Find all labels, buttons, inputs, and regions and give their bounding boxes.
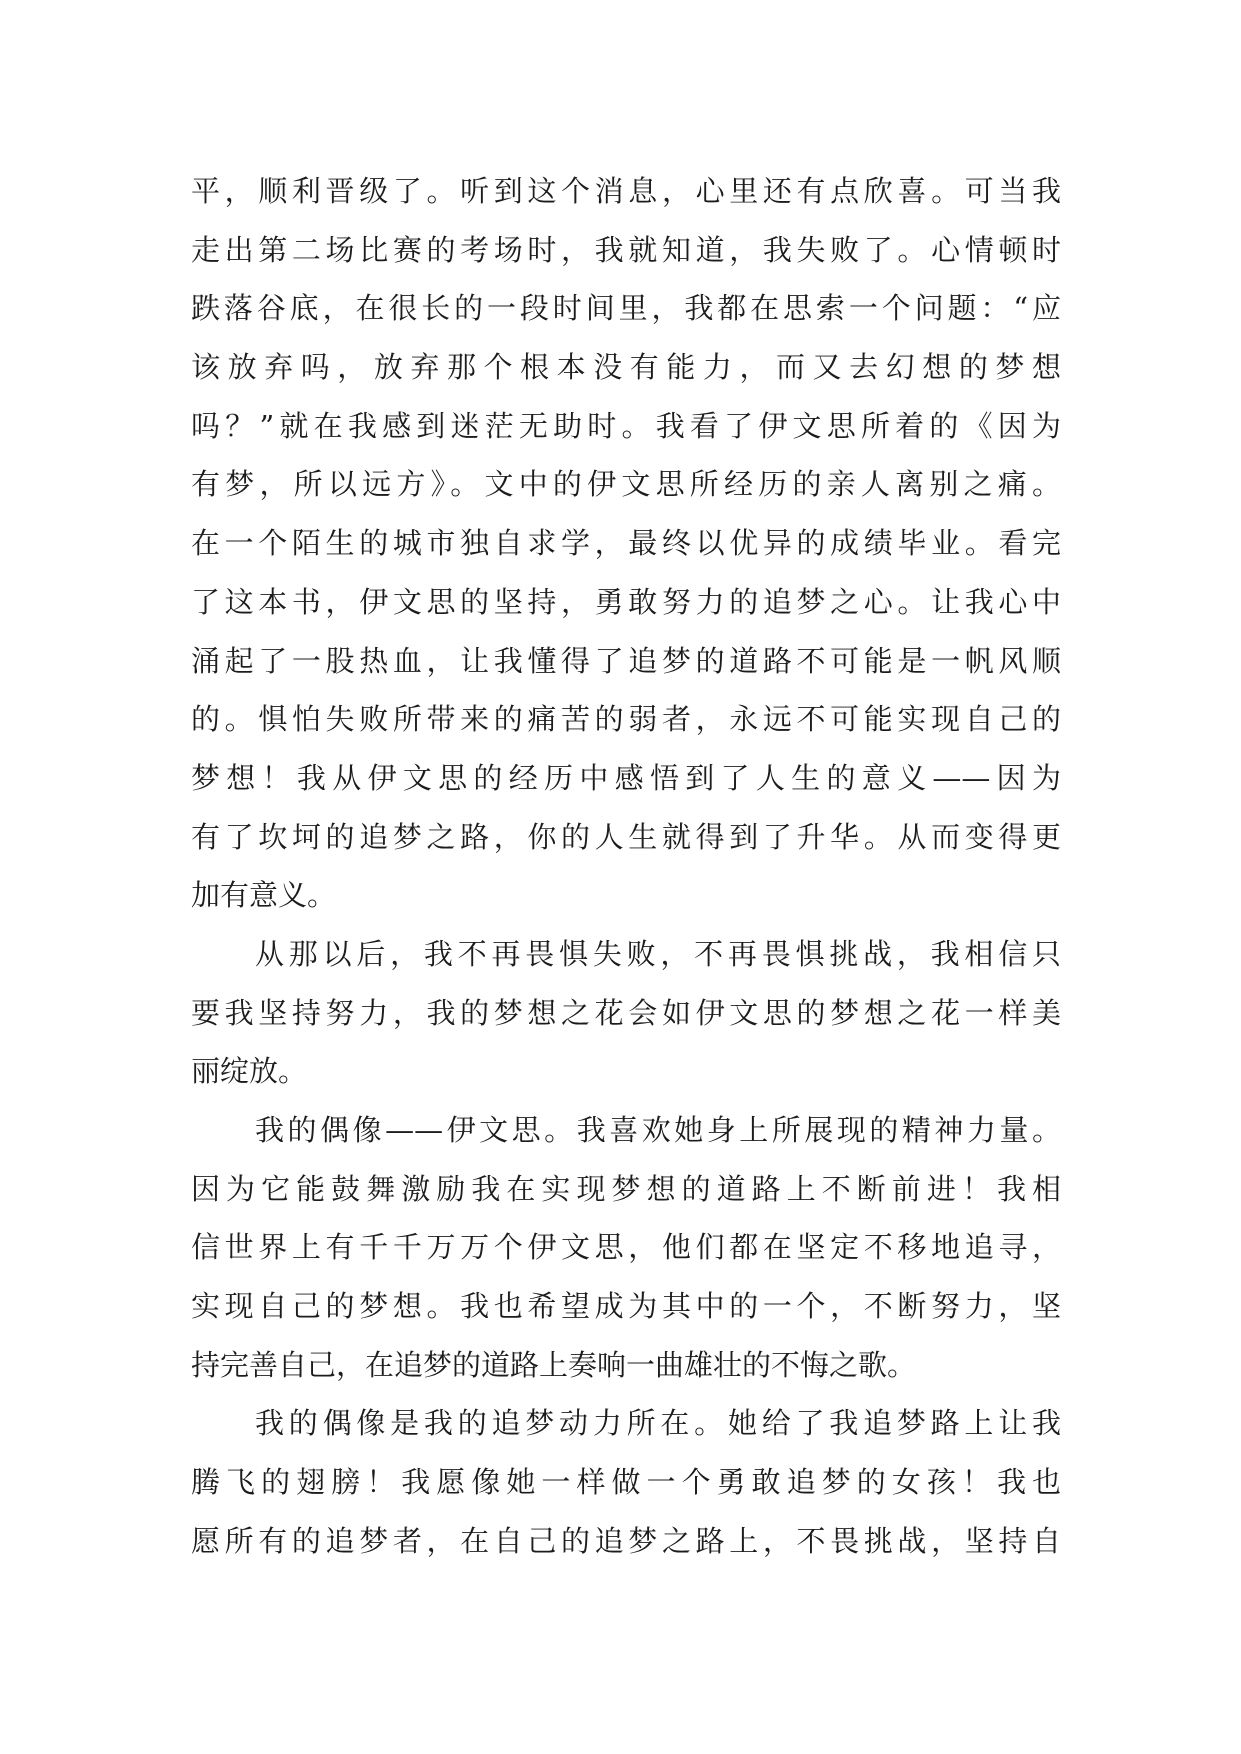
text-line: 涌起了一股热血，让我懂得了追梦的道路不可能是一帆风顺 [191,643,1061,678]
text-line: 平，顺利晋级了。听到这个消息，心里还有点欣喜。可当我 [191,174,1061,208]
text-line: 跌落谷底，在很长的一段时间里，我都在思索一个问题：“应 [191,291,1061,326]
text-line: 我的偶像——伊文思。我喜欢她身上所展现的精神力量。 [255,1113,1061,1147]
text-line: 要我坚持努力，我的梦想之花会如伊文思的梦想之花一样美 [191,995,1061,1030]
text-line: 从那以后，我不再畏惧失败，不再畏惧挑战，我相信只 [255,936,1061,971]
text-line: 实现自己的梦想。我也希望成为其中的一个，不断努力，坚 [191,1289,1061,1324]
text-line: 因为它能鼓舞激励我在实现梦想的道路上不断前进！我相 [191,1171,1061,1206]
text-line: 了这本书，伊文思的坚持，勇敢努力的追梦之心。让我心中 [191,584,1061,619]
text-line: 吗？”就在我感到迷茫无助时。我看了伊文思所着的《因为 [191,408,1061,443]
text-line: 有梦，所以远方》。文中的伊文思所经历的亲人离别之痛。 [191,467,1061,502]
text-line: 我的偶像是我的追梦动力所在。她给了我追梦路上让我 [255,1406,1061,1441]
text-line: 信世界上有千千万万个伊文思，他们都在坚定不移地追寻， [191,1230,1061,1265]
text-line: 有了坎坷的追梦之路，你的人生就得到了升华。从而变得更 [191,819,1061,854]
text-line: 丽绽放。 [191,1054,308,1089]
text-line: 的。惧怕失败所带来的痛苦的弱者，永远不可能实现自己的 [191,702,1061,737]
text-line: 走出第二场比赛的考场时，我就知道，我失败了。心情顿时 [191,232,1061,267]
text-line: 该放弃吗，放弃那个根本没有能力，而又去幻想的梦想 [191,350,1061,385]
text-line: 腾飞的翅膀！我愿像她一样做一个勇敢追梦的女孩！我也 [191,1465,1061,1500]
text-line: 加有意义。 [191,878,337,913]
text-line: 在一个陌生的城市独自求学，最终以优异的成绩毕业。看完 [191,526,1061,561]
text-line: 梦想！我从伊文思的经历中感悟到了人生的意义——因为 [191,760,1061,795]
text-line: 持完善自己，在追梦的道路上奏响一曲雄壮的不悔之歌。 [191,1347,917,1382]
text-line: 愿所有的追梦者，在自己的追梦之路上，不畏挑战，坚持自 [191,1523,1061,1558]
body-text [191,162,1061,1571]
